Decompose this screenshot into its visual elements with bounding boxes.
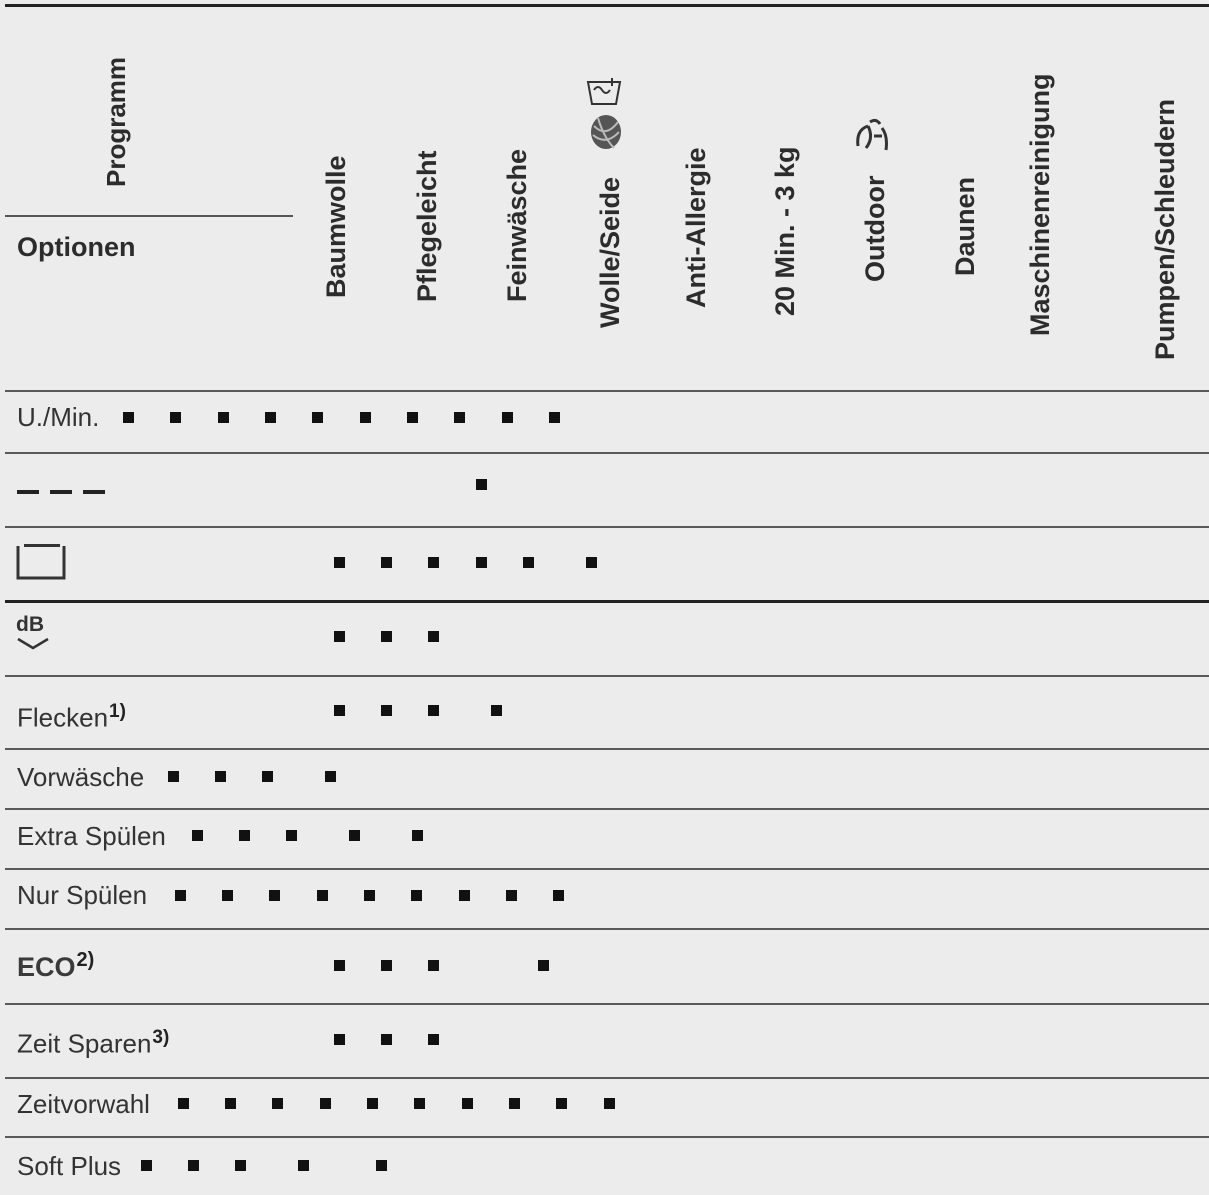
option-mark (334, 1034, 345, 1045)
option-mark (509, 1098, 520, 1109)
option-mark (407, 412, 418, 423)
option-mark (381, 557, 392, 568)
row-separator (5, 868, 1209, 870)
row-separator (5, 1077, 1209, 1079)
row-label-zeit-sparen: Zeit Sparen$^{3)}$ (17, 1027, 170, 1059)
row-separator (5, 1136, 1209, 1138)
option-mark (411, 890, 422, 901)
option-mark (312, 412, 323, 423)
row-label-flecken: Flecken$^{1)}$ (17, 701, 126, 733)
row-label-extra-spuelen: Extra Spülen (17, 821, 166, 851)
dashed-line-icon (17, 487, 107, 497)
option-mark (428, 705, 439, 716)
program-header-2: Feinwäsche (502, 148, 532, 302)
option-mark (459, 890, 470, 901)
option-mark (320, 1098, 331, 1109)
option-mark (428, 557, 439, 568)
option-mark (170, 412, 181, 423)
option-mark (556, 1098, 567, 1109)
header-divider (5, 215, 293, 217)
option-mark (262, 771, 273, 782)
option-mark (123, 412, 134, 423)
option-mark (272, 1098, 283, 1109)
option-mark (476, 479, 487, 490)
option-mark (215, 771, 226, 782)
program-header-label: Programm (101, 56, 131, 187)
program-header-9: Pumpen/Schleudern (1150, 98, 1180, 360)
option-mark (367, 1098, 378, 1109)
option-mark (349, 830, 360, 841)
option-mark (506, 890, 517, 901)
row-label-soft-plus: Soft Plus (17, 1151, 122, 1181)
option-mark (476, 557, 487, 568)
option-mark (334, 705, 345, 716)
option-mark (381, 631, 392, 642)
option-mark (549, 412, 560, 423)
option-mark (553, 890, 564, 901)
option-mark (523, 557, 534, 568)
program-header-8: Maschinenreinigung (1025, 73, 1055, 336)
row-label-vorwaesche: Vorwäsche (17, 762, 145, 792)
option-mark (462, 1098, 473, 1109)
row-separator (5, 1003, 1209, 1005)
row-separator (5, 748, 1209, 750)
option-mark (325, 771, 336, 782)
option-mark (381, 960, 392, 971)
program-header-1: Pflegeleicht (412, 150, 442, 302)
option-mark (175, 890, 186, 901)
option-mark (454, 412, 465, 423)
option-mark (381, 705, 392, 716)
option-mark (334, 960, 345, 971)
option-mark (381, 1034, 392, 1045)
option-mark (218, 412, 229, 423)
row-label-spin: U./Min. (17, 402, 100, 432)
footnote-marker: 3) (152, 1027, 170, 1048)
option-mark (491, 705, 502, 716)
option-mark (192, 830, 203, 841)
wool-ball-icon (588, 108, 624, 154)
row-separator (5, 928, 1209, 930)
option-mark (376, 1160, 387, 1171)
row-separator (5, 452, 1209, 454)
option-mark (269, 890, 280, 901)
option-mark (286, 830, 297, 841)
program-header-3: Wolle/Seide (595, 176, 625, 328)
option-mark (168, 771, 179, 782)
option-mark (538, 960, 549, 971)
program-header-7: Daunen (950, 176, 980, 276)
program-header-6: Outdoor (860, 175, 890, 282)
option-mark (317, 890, 328, 901)
row-label-zeitvorwahl: Zeitvorwahl (17, 1089, 150, 1119)
table-top-border (5, 4, 1209, 7)
option-mark (586, 557, 597, 568)
option-mark (298, 1160, 309, 1171)
option-mark (188, 1160, 199, 1171)
option-mark (360, 412, 371, 423)
program-header-5: 20 Min. - 3 kg (770, 146, 800, 316)
row-separator-thick (5, 600, 1209, 603)
option-mark (239, 830, 250, 841)
db-icon-text: dB (16, 613, 44, 636)
option-mark (502, 412, 513, 423)
program-header-4: Anti-Allergie (681, 147, 711, 308)
drum-icon (16, 542, 68, 582)
outdoor-jacket-icon (852, 116, 894, 156)
option-mark (265, 412, 276, 423)
options-header-label: Optionen (17, 232, 136, 262)
option-mark (178, 1098, 189, 1109)
option-mark (428, 1034, 439, 1045)
option-mark (414, 1098, 425, 1109)
option-mark (412, 830, 423, 841)
row-separator (5, 390, 1209, 392)
footnote-marker: 2) (76, 949, 95, 971)
row-separator (5, 526, 1209, 528)
option-mark (225, 1098, 236, 1109)
option-mark (364, 890, 375, 901)
option-mark (428, 960, 439, 971)
program-header-0: Baumwolle (321, 155, 351, 298)
option-mark (604, 1098, 615, 1109)
row-label-eco: ECO$^{2)}$ (17, 949, 95, 982)
option-mark (141, 1160, 152, 1171)
option-mark (222, 890, 233, 901)
option-mark (235, 1160, 246, 1171)
row-label-nur-spuelen: Nur Spülen (17, 880, 148, 910)
option-mark (428, 631, 439, 642)
footnote-marker: 1) (109, 701, 126, 722)
option-mark (334, 557, 345, 568)
handwash-basin-icon (584, 74, 624, 108)
option-mark (334, 631, 345, 642)
db-reduction-icon (16, 614, 52, 658)
row-separator (5, 808, 1209, 810)
row-separator (5, 675, 1209, 677)
